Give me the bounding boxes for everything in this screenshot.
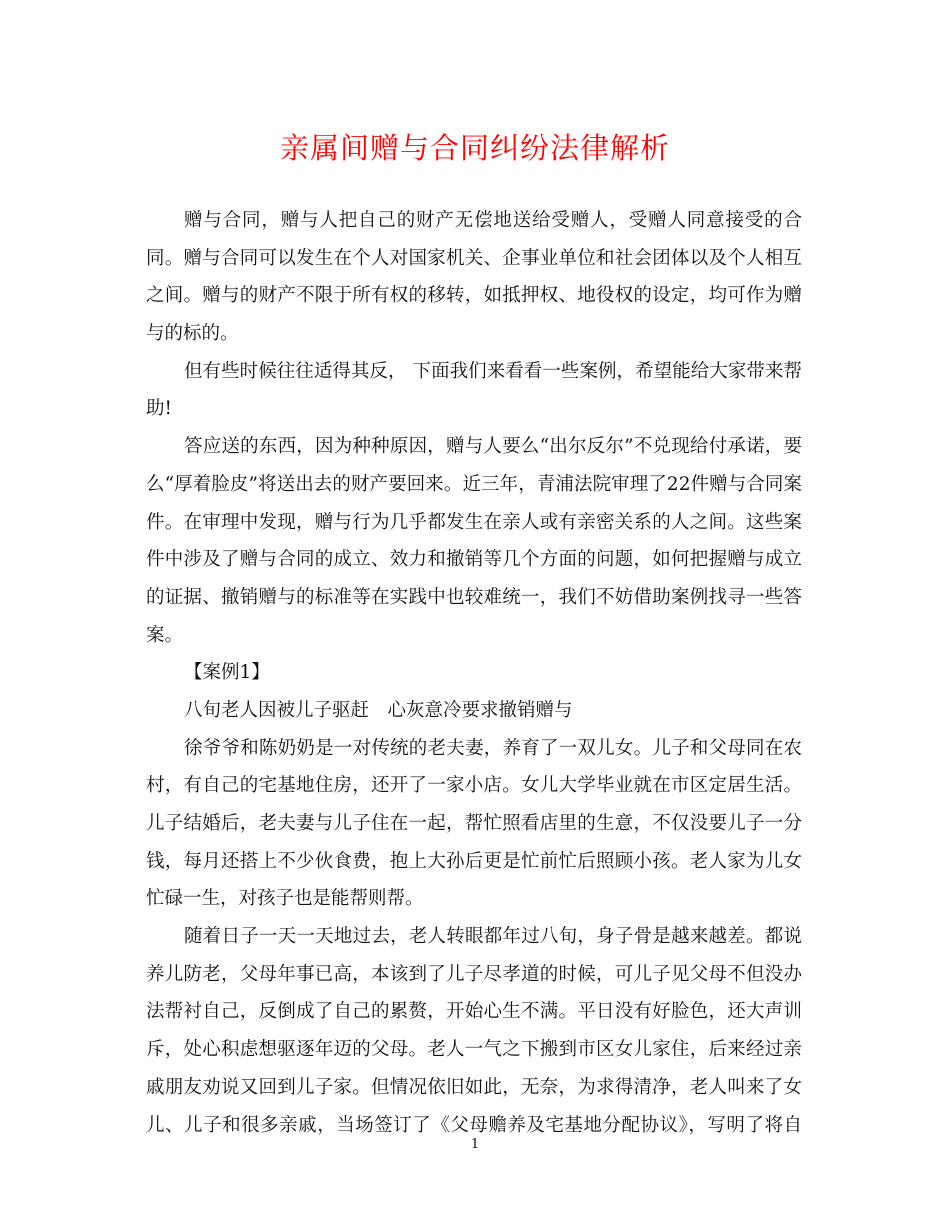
text-line: 斥，处心积虑想驱逐年迈的父母。老人一气之下搬到市区女儿家住，后来经过亲 [146, 1039, 802, 1061]
text-line: 与的标的。 [146, 323, 239, 345]
text-line: 徐爷爷和陈奶奶是一对传统的老夫妻，养育了一双儿女。儿子和父母同在农 [184, 737, 802, 759]
text-line: 忙碌一生，对孩子也是能帮则帮。 [146, 888, 424, 910]
text-line: 同。赠与合同可以发生在个人对国家机关、企事业单位和社会团体以及个人相互 [146, 247, 802, 269]
text-line: 钱，每月还搭上不少伙食费，抱上大孙后更是忙前忙后照顾小孩。老人家为儿女 [146, 850, 802, 872]
document-body [146, 202, 802, 1144]
text-line: 件。在审理中发现，赠与行为几乎都发生在亲人或有亲密关系的人之间。这些案 [146, 511, 802, 533]
text-line: 么“厚着脸皮”将送出去的财产要回来。近三年，青浦法院审理了22件赠与合同案 [146, 473, 802, 495]
text-line: 儿子结婚后，老夫妻与儿子住在一起，帮忙照看店里的生意，不仅没要儿子一分 [146, 813, 802, 834]
text-line: 赠与合同，赠与人把自己的财产无偿地送给受赠人，受赠人同意接受的合 [184, 210, 802, 231]
text-line: 养儿防老，父母年事已高，本该到了儿子尽孝道的时候，可儿子见父母不但没办 [146, 963, 802, 985]
case-heading: 【案例1】 [184, 662, 270, 684]
document-title: 亲属间赠与合同纠纷法律解析 [279, 131, 670, 165]
text-line: 随着日子一天一天地过去，老人转眼都年过八旬，身子骨是越来越差。都说 [184, 926, 802, 948]
text-line: 答应送的东西，因为种种原因，赠与人要么“出尔反尔”不兑现给付承诺，要 [184, 436, 802, 458]
text-line: 助! [146, 398, 172, 420]
text-line: 件中涉及了赠与合同的成立、效力和撤销等几个方面的问题，如何把握赠与成立 [146, 549, 802, 571]
text-line: 但有些时候往往适得其反， 下面我们来看看一些案例，希望能给大家带来帮 [184, 360, 802, 382]
text-line: 之间。赠与的财产不限于所有权的移转，如抵押权、地役权的设定，均可作为赠 [146, 285, 802, 307]
text-line: 案。 [146, 624, 184, 646]
text-line: 法帮衬自己，反倒成了自己的累赘，开始心生不满。平日没有好脸色，还大声训 [146, 1001, 802, 1023]
text-line: 儿、儿子和很多亲戚，当场签订了《父母赡养及宅基地分配协议》，写明了将自 [146, 1114, 802, 1136]
text-line: 村，有自己的宅基地住房，还开了一家小店。女儿大学毕业就在市区定居生活。 [146, 775, 802, 797]
page-number: 1 [470, 1137, 480, 1152]
text-line: 的证据、撤销赠与的标准等在实践中也较难统一，我们不妨借助案例找寻一些答 [146, 586, 802, 608]
text-line: 戚朋友劝说又回到儿子家。但情况依旧如此，无奈，为求得清净，老人叫来了女 [146, 1076, 802, 1098]
case-subtitle: 八旬老人因被儿子驱赶 心灰意冷要求撤销赠与 [184, 699, 573, 721]
